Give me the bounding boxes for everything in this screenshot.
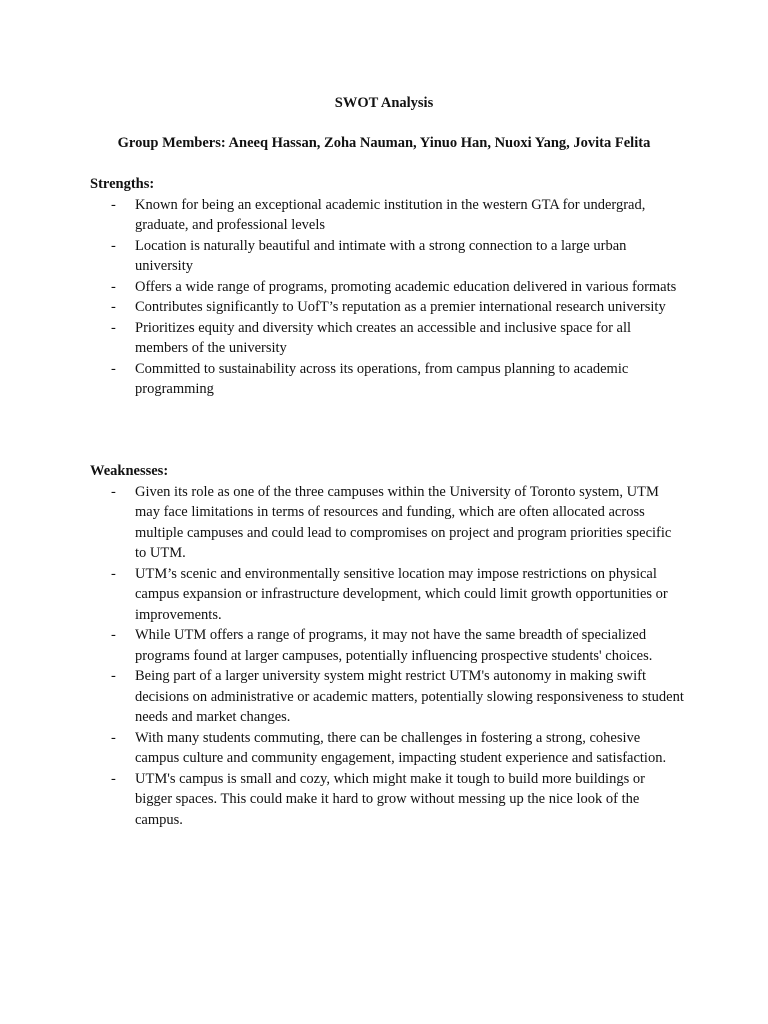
list-item-text: Being part of a larger university system might restrict UTM's autonomy in making swift decisions on administrative or academic matters, potentially slowing responsiveness to student needs and market changes. [135, 668, 684, 725]
list-item [90, 564, 685, 626]
list-item [90, 482, 685, 564]
strengths-list [90, 195, 690, 400]
list-item-text: Given its role as one of the three campuses within the University of Toronto system, UTM may face limitations in terms of resources and funding, which are often allocated across multiple campuses and could lead to compromises on project and program priorities specific to UTM. [135, 483, 672, 561]
weaknesses-section [90, 461, 690, 830]
list-item-text: With many students commuting, there can be challenges in fostering a strong, cohesive campus culture and community engagement, impacting student experience and satisfaction. [135, 729, 667, 766]
list-item [90, 297, 680, 318]
bullet-dash: - [111, 360, 116, 377]
weaknesses-list [90, 482, 690, 831]
group-members-line: Group Members: Aneeq Hassan, Zoha Nauman, Yinuo Han, Nuoxi Yang, Jovita Felita [117, 135, 651, 151]
list-item-text: Committed to sustainability across its operations, from campus planning to academic programming [135, 360, 629, 397]
list-item-text: Known for being an exceptional academic institution in the western GTA for undergrad, graduate, and professional levels [135, 196, 646, 233]
list-item [90, 236, 680, 277]
list-item [90, 277, 680, 298]
list-item [90, 625, 685, 666]
list-item-text: Contributes significantly to UofT’s reputation as a premier international research university [135, 299, 666, 315]
bullet-dash: - [111, 278, 116, 295]
list-item-text: Offers a wide range of programs, promoting academic education delivered in various formats [135, 278, 677, 295]
list-item [90, 318, 680, 359]
strengths-section [90, 174, 690, 400]
bullet-dash: - [111, 627, 116, 643]
list-item [90, 666, 685, 728]
list-item [90, 728, 685, 769]
bullet-dash: - [111, 196, 116, 213]
weaknesses-heading: Weaknesses: [90, 463, 169, 479]
bullet-dash: - [111, 770, 116, 787]
list-item [90, 195, 680, 236]
bullet-dash: - [111, 668, 116, 684]
list-item-text: Prioritizes equity and diversity which creates an accessible and inclusive space for all members of the university [135, 319, 632, 356]
bullet-dash: - [111, 483, 116, 500]
bullet-dash: - [111, 729, 116, 746]
strengths-heading: Strengths: [90, 176, 155, 192]
bullet-dash: - [111, 565, 116, 582]
bullet-dash: - [111, 319, 116, 336]
list-item [90, 359, 680, 400]
list-item-text: UTM's campus is small and cozy, which might make it tough to build more buildings or bigger spaces. This could make it hard to grow without messing up the nice look of the campus. [135, 770, 645, 828]
document-title: SWOT Analysis [334, 95, 434, 111]
list-item-text: While UTM offers a range of programs, it may not have the same breadth of specialized programs found at larger campuses, potentially influencing prospective students' choices. [135, 627, 653, 664]
list-item-text: Location is naturally beautiful and intimate with a strong connection to a large urban university [135, 237, 627, 274]
list-item [90, 769, 685, 831]
bullet-dash: - [111, 237, 116, 254]
bullet-dash: - [111, 299, 116, 315]
list-item-text: UTM’s scenic and environmentally sensitive location may impose restrictions on physical campus expansion or infrastructure development, which could limit growth opportunities or improvements. [135, 565, 668, 623]
